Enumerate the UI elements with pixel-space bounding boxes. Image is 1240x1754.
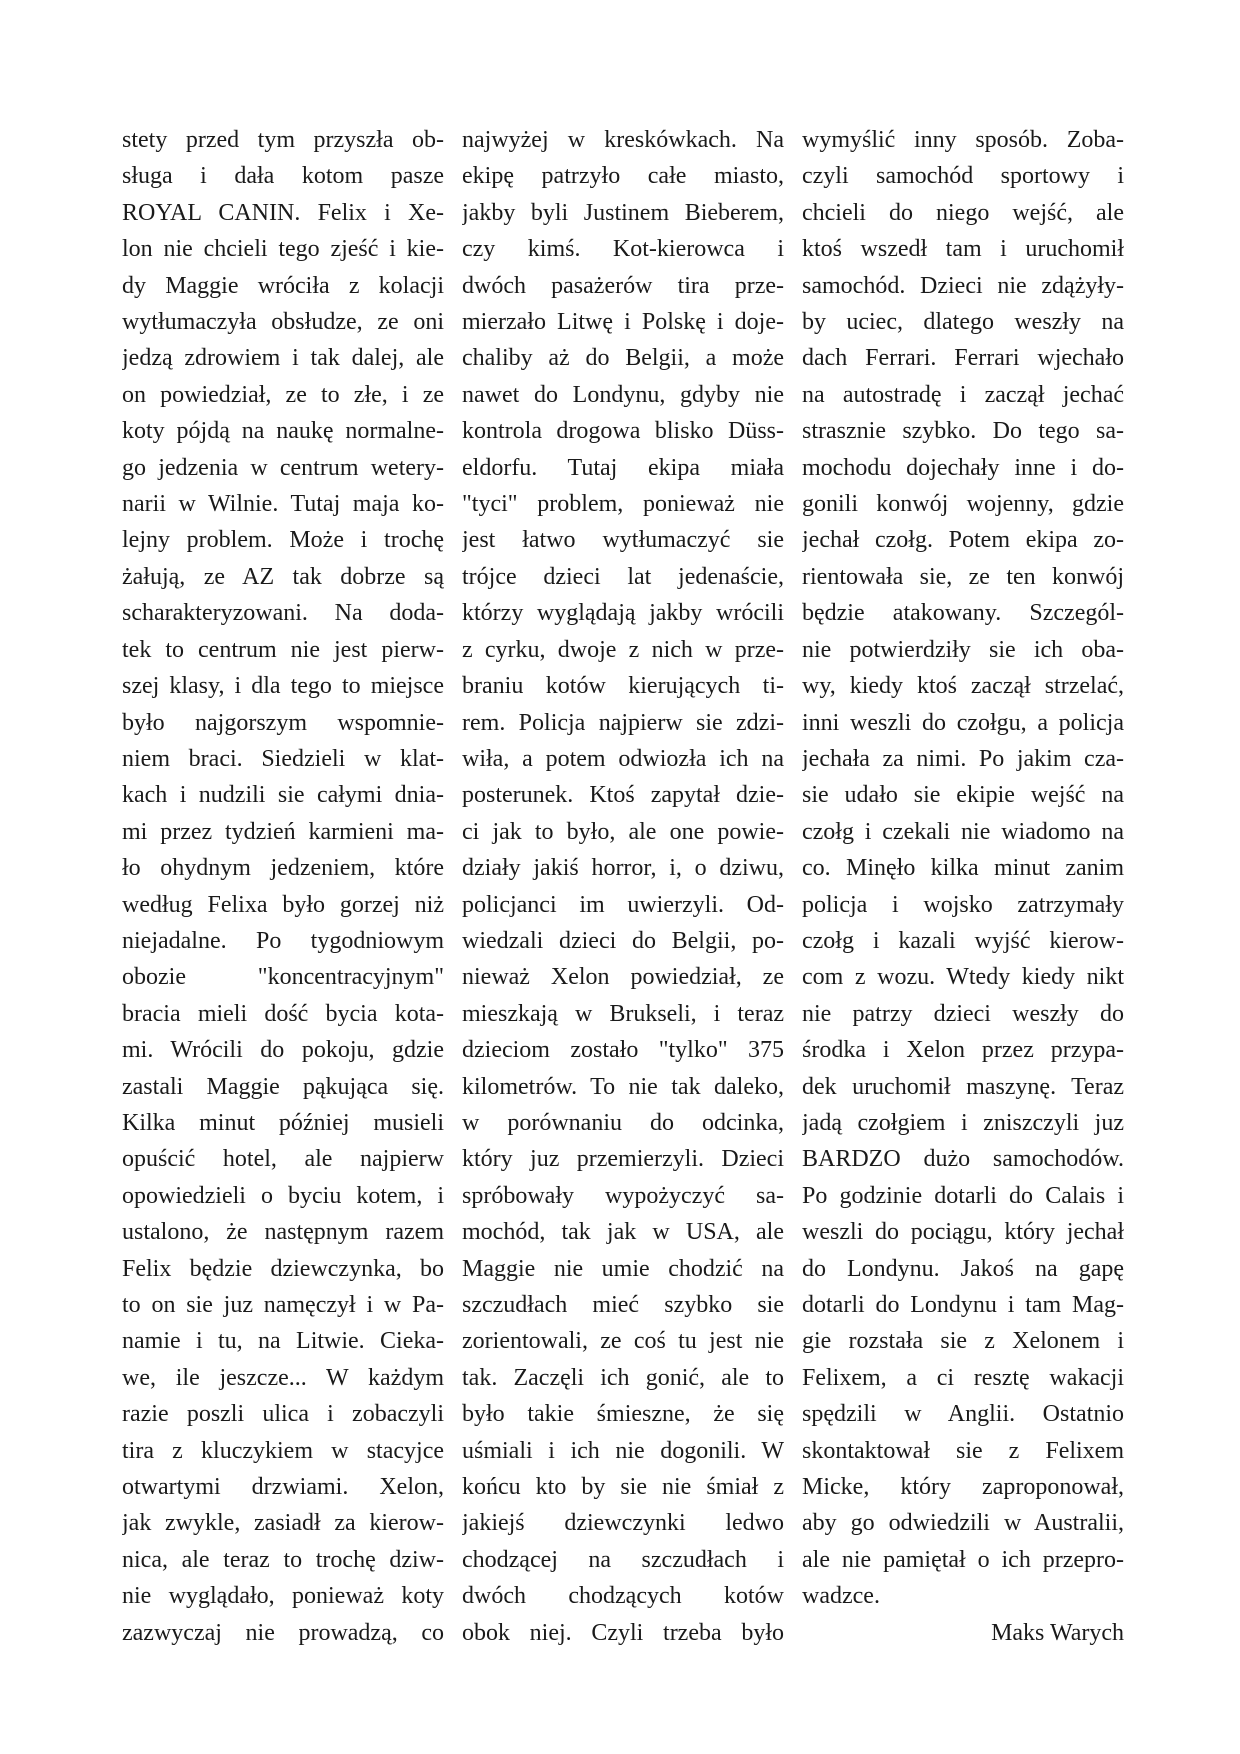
text-line: było najgorszym wspomnie- [122,709,444,736]
text-line: z cyrku, dwoje z nich w prze- [462,636,784,663]
text-line: Micke, który zaproponował, [802,1474,1124,1501]
text-line: nie patrzy dzieci weszły do [802,1000,1124,1027]
text-line: zorientowali, ze coś tu jest nie [462,1328,784,1355]
text-line: chodzącej na szczudłach i [462,1546,784,1573]
text-line: lon nie chcieli tego zjeść i kie- [122,236,444,263]
text-line: com z wozu. Wtedy kiedy nikt [802,964,1124,991]
text-line: środka i Xelon przez przypa- [802,1037,1124,1064]
text-line: gonili konwój wojenny, gdzie [802,491,1124,518]
text-line: ekipę patrzyło całe miasto, [462,163,784,190]
text-line: ale nie pamiętał o ich przepro- [802,1546,1124,1573]
text-line: scharakteryzowani. Na doda- [122,600,444,627]
text-line: jedzą zdrowiem i tak dalej, ale [122,345,444,372]
text-line: dzieciom zostało "tylko" 375 [462,1037,784,1064]
text-line: szczudłach mieć szybko sie [462,1292,784,1318]
text-line: zastali Maggie pąkująca się. [122,1073,444,1100]
text-line: uśmiali i ich nie dogonili. W [462,1437,784,1464]
text-line: trójce dzieci lat jedenaście, [462,563,784,590]
text-line: mochód, tak jak w USA, ale [462,1219,784,1246]
text-line: ci jak to było, ale one powie- [462,818,784,845]
text-line: było takie śmieszne, że się [462,1401,784,1428]
text-line: razie poszli ulica i zobaczyli [122,1401,444,1428]
text-line: strasznie szybko. Do tego sa- [802,418,1124,445]
text-line: do Londynu. Jakoś na gapę [802,1255,1124,1282]
text-line: Felixem, a ci resztę wakacji [802,1364,1124,1391]
text-line: jechała za nimi. Po jakim cza- [802,745,1124,772]
text-line: nieważ Xelon powiedział, ze [462,964,784,991]
author-signature: Maks Warych [991,1619,1124,1646]
text-line: na autostradę i zaczął jechać [802,381,1124,408]
text-line: mierzało Litwę i Polskę i doje- [462,309,784,336]
text-line: Kilka minut później musieli [122,1109,444,1136]
text-line: spędzili w Anglii. Ostatnio [802,1401,1124,1428]
text-line: opowiedzieli o byciu kotem, i [122,1182,444,1209]
text-line: nie potwierdziły sie ich oba- [802,636,1124,663]
text-line: dotarli do Londynu i tam Mag- [802,1292,1124,1318]
text-line: czy kimś. Kot-kierowca i [462,236,784,263]
text-line: dwóch chodzących kotów [462,1583,784,1610]
text-line: mi przez tydzień karmieni ma- [122,818,444,845]
text-line: czołg i czekali nie wiadomo na [802,818,1124,845]
text-line: kontrola drogowa blisko Düss- [462,418,784,445]
text-line: niem braci. Siedzieli w klat- [122,745,444,772]
text-line: zazwyczaj nie prowadzą, co [122,1619,444,1646]
text-line: ustalono, że następnym razem [122,1219,444,1246]
text-line: szej klasy, i dla tego to miejsce [122,673,444,700]
text-line: stety przed tym przyszła ob- [122,127,444,153]
text-line: Maggie nie umie chodzić na [462,1255,784,1282]
text-line: kach i nudzili sie całymi dnia- [122,782,444,809]
text-line: jakby byli Justinem Bieberem, [462,199,784,226]
text-line: rientowała sie, ze ten konwój [802,563,1124,590]
text-line: wy, kiedy ktoś zaczął strzelać, [802,673,1124,700]
text-line: ło ohydnym jedzeniem, które [122,855,444,882]
text-line: tek to centrum nie jest pierw- [122,636,444,663]
text-line: policja i wojsko zatrzymały [802,891,1124,918]
text-line: jak zwykle, zasiadł za kierow- [122,1510,444,1537]
text-line: rem. Policja najpierw sie zdzi- [462,709,784,736]
text-line: wymyślić inny sposób. Zoba- [802,127,1124,153]
text-line: czołg i kazali wyjść kierow- [802,927,1124,954]
text-line: eldorfu. Tutaj ekipa miała [462,454,784,481]
text-line: to on sie juz namęczył i w Pa- [122,1292,444,1318]
text-line: lejny problem. Może i trochę [122,527,444,554]
text-line: chcieli do niego wejść, ale [802,199,1124,226]
text-line: ROYAL CANIN. Felix i Xe- [122,199,444,226]
text-line: on powiedział, ze to złe, i ze [122,381,444,408]
text-line: otwartymi drzwiami. Xelon, [122,1474,444,1501]
text-line: policjanci im uwierzyli. Od- [462,891,784,918]
text-line: mochodu dojechały inne i do- [802,454,1124,481]
text-line: dwóch pasażerów tira prze- [462,272,784,299]
text-line: Po godzinie dotarli do Calais i [802,1182,1124,1209]
text-line: posterunek. Ktoś zapytał dzie- [462,782,784,809]
text-line: działy jakiś horror, i, o dziwu, [462,855,784,882]
text-line: kilometrów. To nie tak daleko, [462,1073,784,1100]
text-line: mieszkają w Brukseli, i teraz [462,1000,784,1027]
text-line: wytłumaczyła obsłudze, ze oni [122,309,444,336]
text-line: Felix będzie dziewczynka, bo [122,1255,444,1282]
text-line: sługa i dała kotom pasze [122,163,444,190]
text-column-1 [122,122,444,1651]
text-line: jest łatwo wytłumaczyć sie [462,527,784,554]
text-line: opuścić hotel, ale najpierw [122,1146,444,1173]
text-line: niejadalne. Po tygodniowym [122,927,444,954]
text-line: czyli samochód sportowy i [802,163,1124,190]
text-line: gie rozstała sie z Xelonem i [802,1328,1124,1355]
text-line: według Felixa było gorzej niż [122,891,444,918]
text-line: wiedzali dzieci do Belgii, po- [462,927,784,954]
text-line: obok niej. Czyli trzeba było [462,1619,784,1646]
text-line: żałują, ze AZ tak dobrze są [122,563,444,590]
text-line: inni weszli do czołgu, a policja [802,709,1124,736]
text-line: obozie "koncentracyjnym" [122,964,444,991]
text-line: we, ile jeszcze... W każdym [122,1364,444,1391]
text-line: skontaktował sie z Felixem [802,1437,1124,1464]
text-line: jakiejś dziewczynki ledwo [462,1510,784,1537]
text-line: nawet do Londynu, gdyby nie [462,381,784,408]
text-line: namie i tu, na Litwie. Cieka- [122,1328,444,1355]
text-line: "tyci" problem, ponieważ nie [462,491,784,518]
text-line: dek uruchomił maszynę. Teraz [802,1073,1124,1100]
text-line: go jedzenia w centrum wetery- [122,454,444,481]
text-line: tira z kluczykiem w stacyjce [122,1437,444,1464]
text-line: aby go odwiedzili w Australii, [802,1510,1124,1537]
text-line: końcu kto by sie nie śmiał z [462,1474,784,1501]
text-line: nica, ale teraz to trochę dziw- [122,1546,444,1573]
text-line: weszli do pociągu, który jechał [802,1219,1124,1246]
text-line: najwyżej w kreskówkach. Na [462,127,784,153]
text-line: wadzce. [802,1583,880,1610]
text-line: będzie atakowany. Szczegól- [802,600,1124,627]
text-column-3 [802,122,1124,1651]
text-line: chaliby aż do Belgii, a może [462,345,784,372]
text-line: spróbowały wypożyczyć sa- [462,1182,784,1209]
text-line: dach Ferrari. Ferrari wjechało [802,345,1124,372]
text-line: którzy wyglądają jakby wrócili [462,600,784,627]
text-line: który juz przemierzyli. Dzieci [462,1146,784,1173]
text-line: tak. Zaczęli ich gonić, ale to [462,1364,784,1391]
text-line: co. Minęło kilka minut zanim [802,855,1124,882]
text-line: jadą czołgiem i zniszczyli juz [802,1109,1124,1136]
text-line: mi. Wrócili do pokoju, gdzie [122,1037,444,1064]
text-line: w porównaniu do odcinka, [462,1109,784,1136]
text-line: samochód. Dzieci nie zdążyły- [802,272,1124,299]
text-line: narii w Wilnie. Tutaj maja ko- [122,491,444,518]
text-line: ktoś wszedł tam i uruchomił [802,236,1124,263]
text-line: BARDZO dużo samochodów. [802,1146,1124,1173]
text-line: wiła, a potem odwiozła ich na [462,745,784,772]
text-line: by uciec, dlatego weszły na [802,309,1124,336]
text-line: jechał czołg. Potem ekipa zo- [802,527,1124,554]
text-line: braniu kotów kierujących ti- [462,673,784,700]
text-line: bracia mieli dość bycia kota- [122,1000,444,1027]
text-line: dy Maggie wróciła z kolacji [122,272,444,299]
text-line: sie udało sie ekipie wejść na [802,782,1124,809]
text-line: nie wyglądało, ponieważ koty [122,1583,444,1610]
text-column-2 [462,122,784,1651]
text-line: koty pójdą na naukę normalne- [122,418,444,445]
